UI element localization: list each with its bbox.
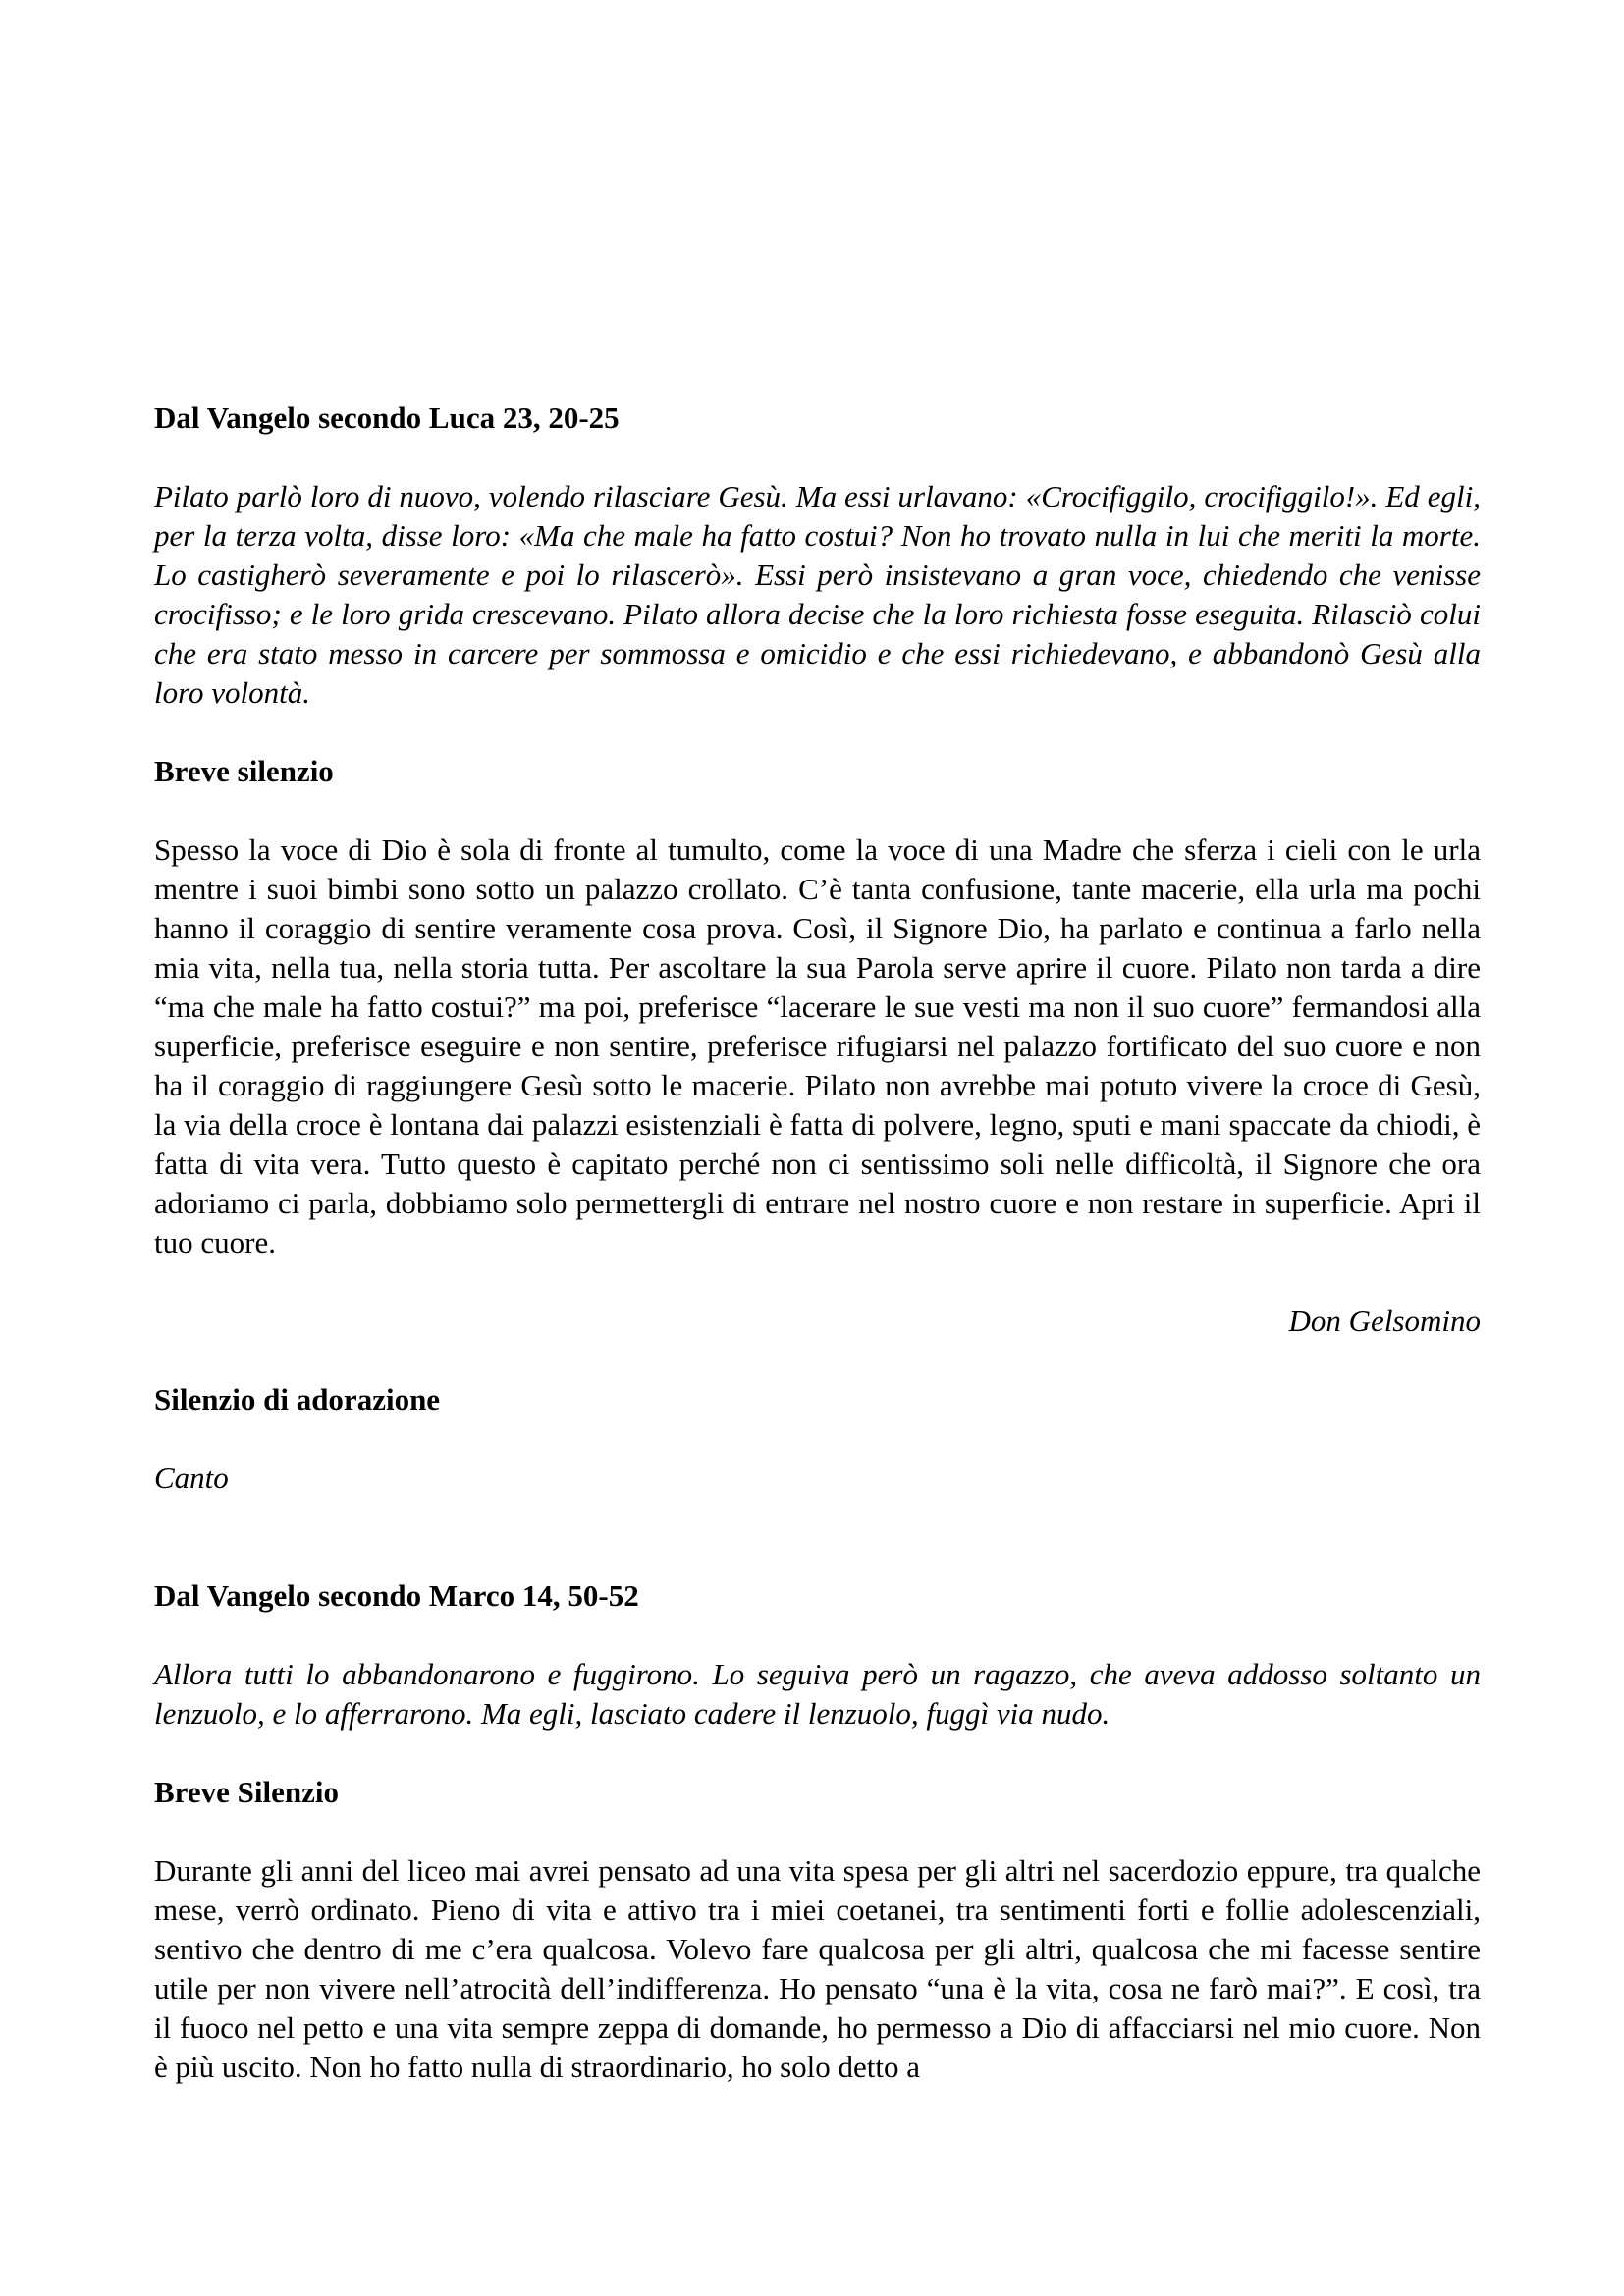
adoration-heading: Silenzio di adorazione <box>154 1382 441 1416</box>
meditation-text-1: Spesso la voce di Dio è sola di fronte al tumulto, come la voce di una Madre che sferza i cieli con le urla mentre i suoi bimbi sono sotto un palazzo crollato. C’è tanta confusione, tante macerie, ella urla ma pochi hanno il coraggio di sentire veramente cosa prova. Così, il Signore Dio, ha parlato e continua a farlo nella mia vita, nella tua, nella storia tutta. Per ascoltare la sua Parola serve aprire il cuore. Pilato non tarda a dire “ma che male ha fatto costui?” ma poi, preferisce “lacerare le sue vesti ma non il suo cuore” fermandosi alla superficie, preferisce eseguire e non sentire, preferisce rifugiarsi nel palazzo fortificato del suo cuore e non ha il coraggio di raggiungere Gesù sotto le macerie. Pilato non avrebbe mai potuto vivere la croce di Gesù, la via della croce è lontana dai palazzi esistenziali è fatta di polvere, legno, sputi e mani spaccate da chiodi, è fatta di vita vera. Tutto questo è capitato perché non ci sentissimo soli nelle difficoltà, il Signore che ora adoriamo ci parla, dobbiamo solo permettergli di entrare nel nostro cuore e non restare in superficie. Apri il tuo cuore. <box>154 832 1481 1259</box>
gospel-heading-luke: Dal Vangelo secondo Luca 23, 20-25 <box>154 400 620 435</box>
author-signature: Don Gelsomino <box>1288 1304 1481 1338</box>
page-content <box>154 399 1481 2087</box>
gospel-reading-mark: Allora tutti lo abbandonarono e fuggirono. Lo seguiva però un ragazzo, che aveva addosso soltanto un lenzuolo, e lo afferrarono. Ma egli, lasciato cadere il lenzuolo, fuggì via nudo. <box>154 1657 1481 1731</box>
gospel-reading-luke: Pilato parlò loro di nuovo, volendo rilasciare Gesù. Ma essi urlavano: «Crocifiggilo, crocifiggilo!». Ed egli, per la terza volta, disse loro: «Ma che male ha fatto costui? Non ho trovato nulla in lui che meriti la morte. Lo castigherò severamente e poi lo rilascerò». Essi però insistevano a gran voce, chiedendo che venisse crocifisso; e le loro grida crescevano. Pilato allora decise che la loro richiesta fosse eseguita. Rilasciò colui che era stato messo in carcere per sommossa e omicidio e che essi richiedevano, e abbandonò Gesù alla loro volontà. <box>154 479 1481 710</box>
silence-heading-1: Breve silenzio <box>154 754 334 788</box>
meditation-text-2: Durante gli anni del liceo mai avrei pensato ad una vita spesa per gli altri nel sacerdozio eppure, tra qualche mese, verrò ordinato. Pieno di vita e attivo tra i miei coetanei, tra sentimenti forti e follie adolescenziali, sentivo che dentro di me c’era qualcosa. Volevo fare qualcosa per gli altri, qualcosa che mi facesse sentire utile per non vivere nell’atrocità dell’indifferenza. Ho pensato “una è la vita, cosa ne farò mai?”. E così, tra il fuoco nel petto e una vita sempre zeppa di domande, ho permesso a Dio di affacciarsi nel mio cuore. Non è più uscito. Non ho fatto nulla di straordinario, ho solo detto a <box>154 1853 1481 2084</box>
silence-heading-2: Breve Silenzio <box>154 1775 339 1809</box>
song-label: Canto <box>154 1461 229 1495</box>
gospel-heading-mark: Dal Vangelo secondo Marco 14, 50-52 <box>154 1578 639 1613</box>
